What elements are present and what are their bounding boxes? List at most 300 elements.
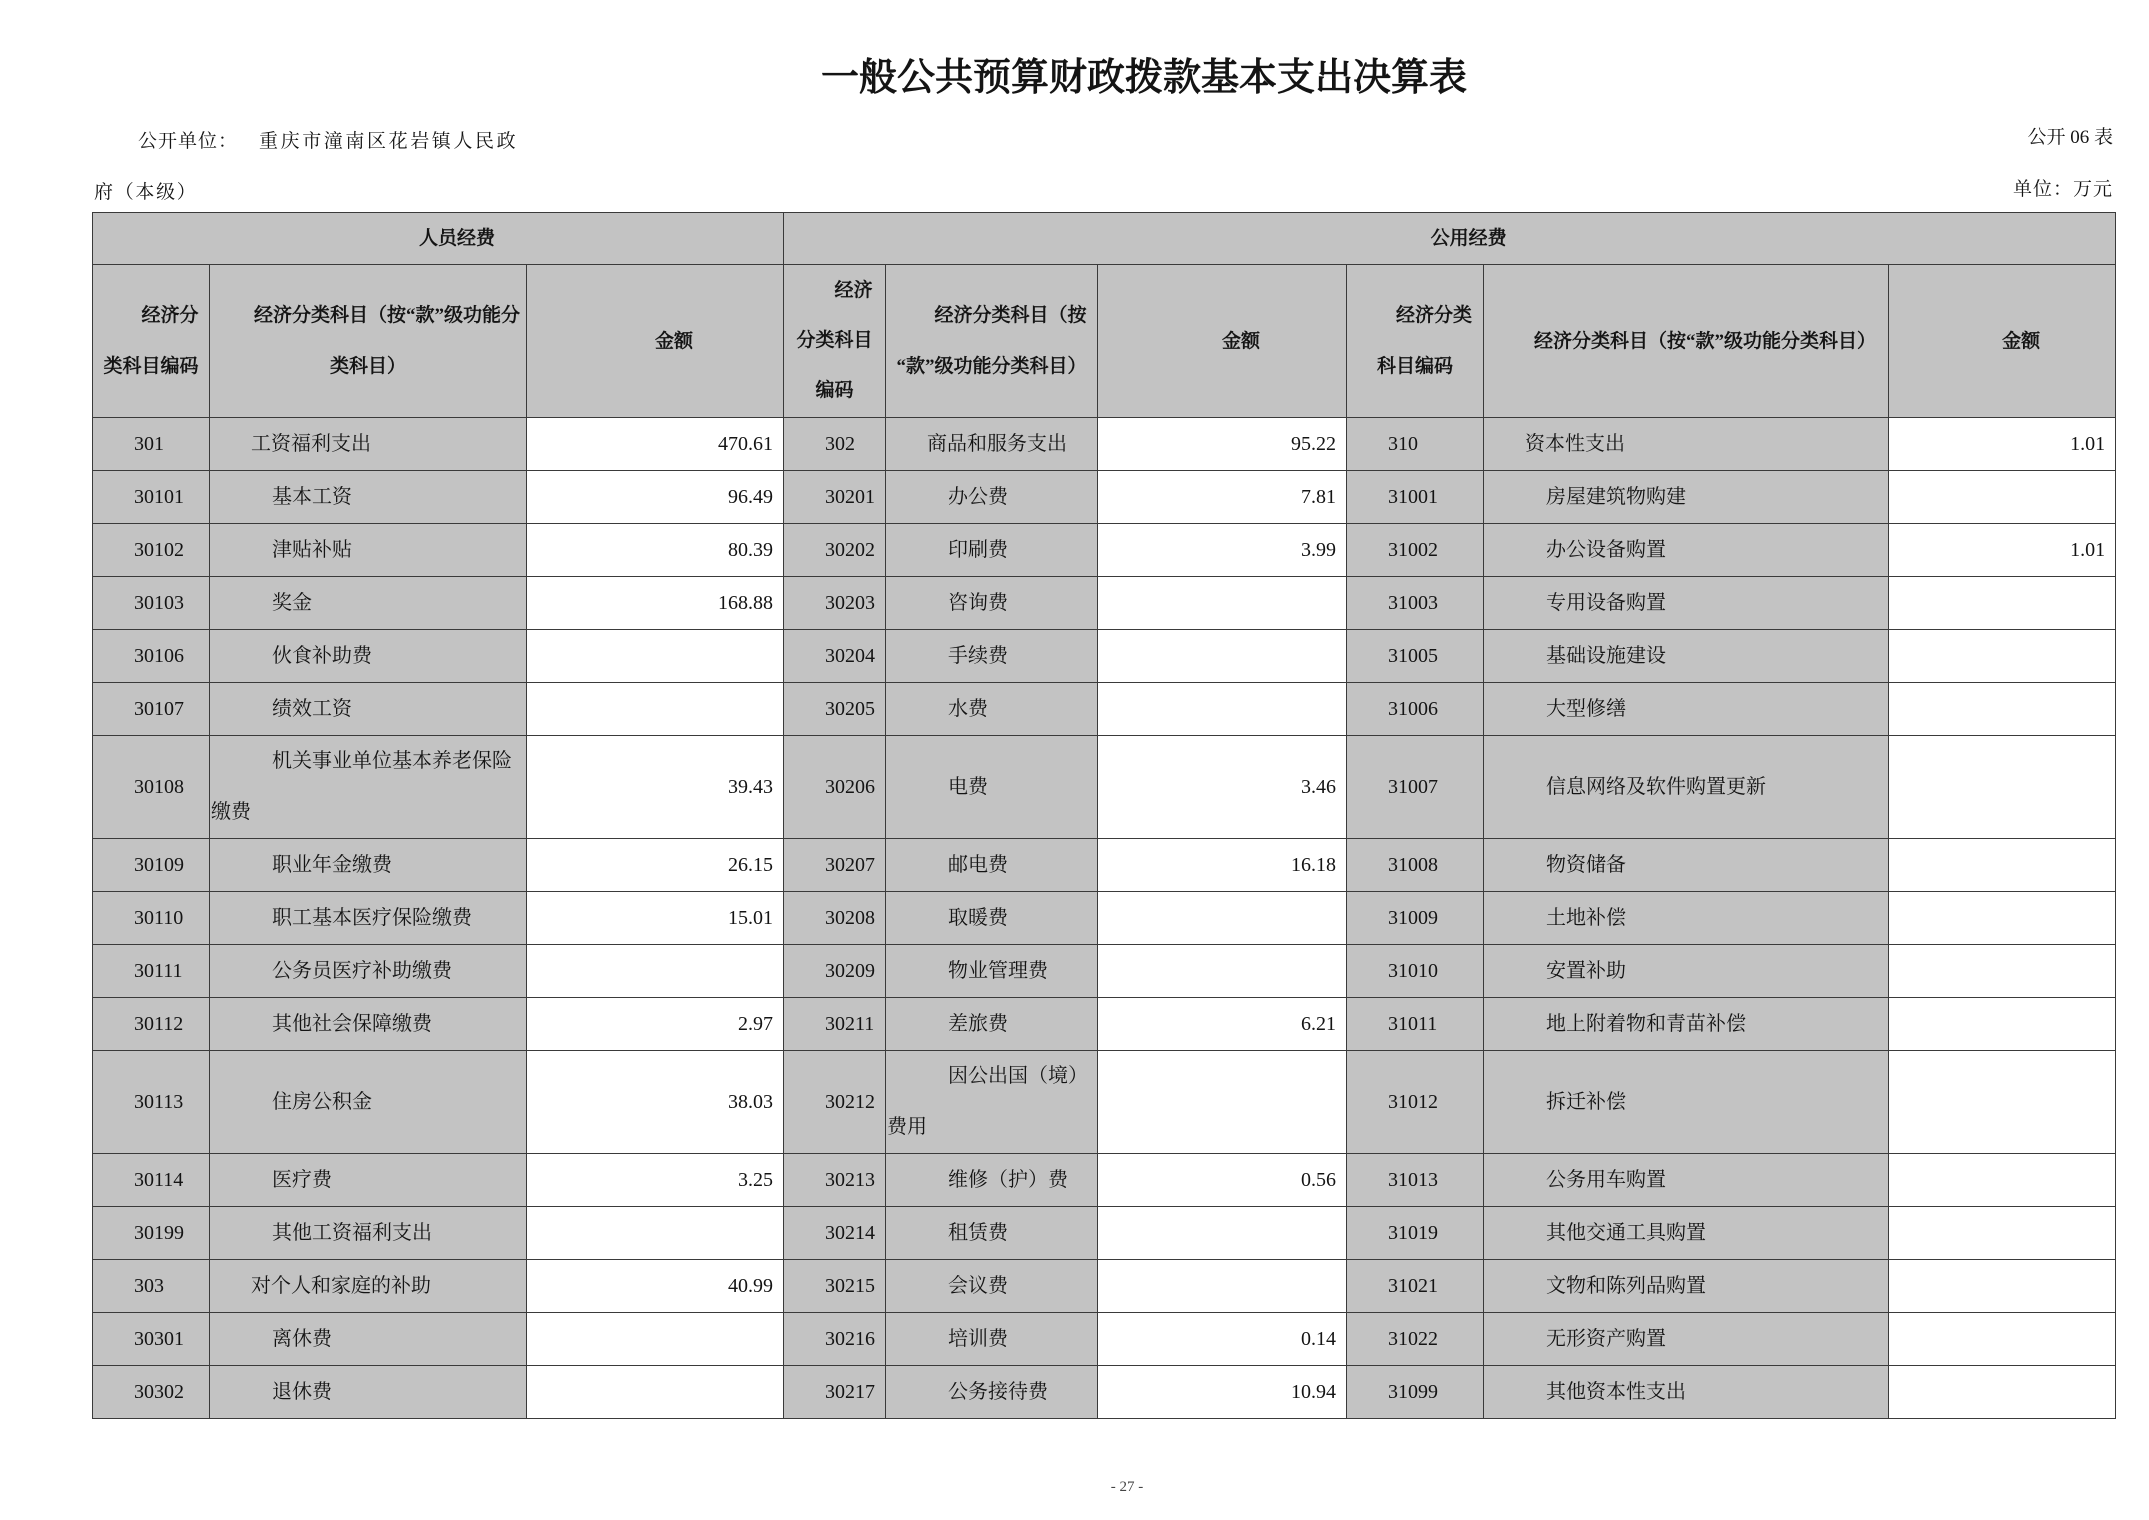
personnel-amount-cell: [527, 839, 784, 892]
public-b-code-cell: [1347, 683, 1484, 736]
public-a-code-cell: [784, 683, 886, 736]
personnel-name-cell: [210, 998, 527, 1051]
public-a-amount-cell: [1098, 892, 1347, 945]
personnel-amount-cell: [527, 683, 784, 736]
name-text: 其他工资福利支出: [272, 1221, 432, 1244]
public-a-name-cell: [886, 418, 1098, 471]
name-text: 绩效工资: [272, 697, 352, 720]
name-text: 无形资产购置: [1546, 1327, 1667, 1350]
personnel-code-cell: [93, 1207, 210, 1260]
name-text: 文物和陈列品购置: [1546, 1274, 1707, 1297]
name-text: 职工基本医疗保险缴费: [272, 906, 472, 929]
personnel-code-header: [93, 265, 210, 418]
header-line: 类科目）: [329, 356, 406, 377]
column-header-row: [93, 265, 2116, 418]
amount-text: 40.99: [728, 1274, 774, 1297]
name-text: 基础设施建设: [1546, 644, 1667, 667]
personnel-amount-cell: [527, 1260, 784, 1313]
name-text: 其他社会保障缴费: [272, 1012, 432, 1035]
personnel-amount-cell: [527, 418, 784, 471]
personnel-code-cell: [93, 736, 210, 839]
personnel-name-cell: [210, 1154, 527, 1207]
personnel-code-cell: [93, 945, 210, 998]
code-text: 30106: [134, 644, 184, 667]
personnel-code-cell: [93, 839, 210, 892]
name-text: 退休费: [272, 1380, 332, 1403]
name-text: 电费: [948, 775, 989, 798]
table-row: [93, 1260, 2116, 1313]
public-a-amount-cell: [1098, 998, 1347, 1051]
amount-text: 3.25: [738, 1168, 774, 1191]
amount-text: 15.01: [728, 906, 774, 929]
code-text: 31001: [1388, 485, 1439, 508]
public-b-name-cell: [1484, 736, 1889, 839]
name-text: 津贴补贴: [272, 538, 352, 561]
public-b-amount-cell: [1889, 1051, 2116, 1154]
name-text: 安置补助: [1546, 959, 1627, 982]
public-a-name-cell: [886, 1051, 1098, 1154]
code-text: 31002: [1388, 538, 1439, 561]
code-text: 30112: [134, 1012, 184, 1035]
personnel-code-cell: [93, 998, 210, 1051]
name-text: 大型修缮: [1546, 697, 1627, 720]
code-text: 30214: [825, 1221, 876, 1244]
table-row: [93, 1313, 2116, 1366]
code-text: 31008: [1388, 853, 1439, 876]
public-b-amount-cell: [1889, 892, 2116, 945]
public-b-code-cell: [1347, 1207, 1484, 1260]
code-text: 30215: [825, 1274, 876, 1297]
page-number: - 27 -: [1110, 1479, 1144, 1495]
personnel-name-cell: [210, 1366, 527, 1419]
page-title: 一般公共预算财政拨款基本支出决算表: [820, 57, 1467, 99]
public-section-label: 公用经费: [1430, 228, 1507, 249]
header-line: 科目编码: [1377, 356, 1454, 377]
code-text: 31019: [1388, 1221, 1439, 1244]
public-b-code-cell: [1347, 418, 1484, 471]
name-text: 拆迁补偿: [1546, 1090, 1627, 1113]
name-text: 公务员医疗补助缴费: [272, 959, 452, 982]
code-text: 30209: [825, 959, 876, 982]
code-text: 30206: [825, 775, 876, 798]
name-text: 租赁费: [948, 1221, 1009, 1244]
amount-text: 96.49: [728, 485, 774, 508]
personnel-name-cell: [210, 418, 527, 471]
public-b-name-cell: [1484, 839, 1889, 892]
code-text: 30213: [825, 1168, 876, 1191]
currency-unit: 单位：万元: [2012, 179, 2113, 200]
code-text: 30204: [825, 644, 876, 667]
code-text: 30201: [825, 485, 876, 508]
header-line: 金额: [2002, 330, 2041, 352]
table-row: [93, 1207, 2116, 1260]
public-a-name-cell: [886, 736, 1098, 839]
public-b-name-cell: [1484, 577, 1889, 630]
public-a-code-cell: [784, 736, 886, 839]
code-text: 30202: [825, 538, 876, 561]
code-text: 30199: [134, 1221, 184, 1244]
public-a-name-cell: [886, 892, 1098, 945]
name-text: 会议费: [948, 1274, 1009, 1297]
personnel-code-cell: [93, 630, 210, 683]
name-text: 水费: [948, 697, 989, 720]
public-a-name-cell: [886, 524, 1098, 577]
table-row: [93, 471, 2116, 524]
public-a-amount-cell: [1098, 418, 1347, 471]
public-b-amount-cell: [1889, 1260, 2116, 1313]
code-text: 31011: [1388, 1012, 1438, 1035]
code-text: 30107: [134, 697, 184, 720]
table-row: [93, 577, 2116, 630]
table-row: [93, 998, 2116, 1051]
name-text: 咨询费: [948, 591, 1009, 614]
public-b-name-cell: [1484, 998, 1889, 1051]
public-b-code-header: [1347, 265, 1484, 418]
code-text: 30111: [134, 959, 183, 982]
name-text: 对个人和家庭的补助: [251, 1274, 431, 1297]
public-b-amount-cell: [1889, 683, 2116, 736]
public-b-name-cell: [1484, 471, 1889, 524]
personnel-amount-cell: [527, 630, 784, 683]
amount-text: 16.18: [1291, 853, 1337, 876]
header-line: 经济分类科目（按: [934, 305, 1087, 326]
name-text: 职业年金缴费: [272, 853, 392, 876]
public-b-name-cell: [1484, 1260, 1889, 1313]
personnel-amount-cell: [527, 1313, 784, 1366]
amount-text: 1.01: [2070, 432, 2106, 455]
header-line: 分类科目: [796, 330, 873, 351]
public-b-code-cell: [1347, 945, 1484, 998]
personnel-name-cell: [210, 524, 527, 577]
code-text: 31021: [1388, 1274, 1439, 1297]
public-a-amount-cell: [1098, 1154, 1347, 1207]
code-text: 30103: [134, 591, 184, 614]
code-text: 31012: [1388, 1090, 1439, 1113]
code-text: 31003: [1388, 591, 1439, 614]
public-b-name-cell: [1484, 945, 1889, 998]
personnel-name-cell: [210, 892, 527, 945]
public-a-amount-cell: [1098, 736, 1347, 839]
header-line: 经济分类科目（按“款”级功能分: [253, 305, 520, 326]
public-a-code-cell: [784, 1051, 886, 1154]
public-b-name-cell: [1484, 1051, 1889, 1154]
public-b-amount-header: [1889, 265, 2116, 418]
public-b-code-cell: [1347, 577, 1484, 630]
public-a-name-header: [886, 265, 1098, 418]
public-a-code-cell: [784, 1207, 886, 1260]
name-text: 资本性支出: [1525, 432, 1626, 455]
public-b-code-cell: [1347, 892, 1484, 945]
name-text: 住房公积金: [272, 1090, 372, 1113]
code-text: 30205: [825, 697, 876, 720]
code-text: 303: [134, 1274, 164, 1297]
public-b-name-cell: [1484, 418, 1889, 471]
code-text: 30301: [134, 1327, 184, 1350]
public-a-amount-cell: [1098, 524, 1347, 577]
personnel-code-cell: [93, 1313, 210, 1366]
public-b-code-cell: [1347, 1154, 1484, 1207]
public-b-code-cell: [1347, 630, 1484, 683]
personnel-amount-cell: [527, 1154, 784, 1207]
public-a-amount-cell: [1098, 839, 1347, 892]
publishing-unit-name: 重庆市潼南区花岩镇人民政: [259, 131, 519, 152]
name-text: 因公出国（境）: [948, 1065, 1089, 1087]
name-text: 信息网络及软件购置更新: [1546, 775, 1767, 798]
name-text: 手续费: [948, 644, 1009, 667]
code-text: 31007: [1388, 775, 1439, 798]
code-text: 31099: [1388, 1380, 1439, 1403]
public-b-name-cell: [1484, 683, 1889, 736]
personnel-amount-cell: [527, 577, 784, 630]
name-text: 其他资本性支出: [1546, 1380, 1687, 1403]
code-text: 30208: [825, 906, 876, 929]
personnel-section-header: [93, 213, 784, 265]
table-row: [93, 418, 2116, 471]
amount-text: 38.03: [728, 1090, 774, 1113]
public-a-name-cell: [886, 683, 1098, 736]
public-a-amount-header: [1098, 265, 1347, 418]
personnel-amount-cell: [527, 524, 784, 577]
public-a-code-cell: [784, 945, 886, 998]
public-a-code-cell: [784, 471, 886, 524]
amount-text: 6.21: [1301, 1012, 1337, 1035]
amount-text: 26.15: [728, 853, 774, 876]
table-row: [93, 945, 2116, 998]
name-text: 培训费: [948, 1327, 1009, 1350]
publishing-unit-name-continued: 府（本级）: [94, 182, 198, 203]
personnel-amount-cell: [527, 1366, 784, 1419]
code-text: 31013: [1388, 1168, 1439, 1191]
public-a-amount-cell: [1098, 1313, 1347, 1366]
public-a-code-cell: [784, 577, 886, 630]
name-text: 物资储备: [1546, 853, 1627, 876]
personnel-code-cell: [93, 892, 210, 945]
code-text: 30203: [825, 591, 876, 614]
name-text: 办公费: [948, 485, 1009, 508]
code-text: 30217: [825, 1380, 876, 1403]
public-a-name-cell: [886, 1313, 1098, 1366]
table-number: 公开 06 表: [2027, 127, 2113, 148]
personnel-amount-cell: [527, 1051, 784, 1154]
code-text: 30211: [825, 1012, 875, 1035]
public-a-amount-cell: [1098, 471, 1347, 524]
name-text: 医疗费: [272, 1168, 332, 1191]
public-b-code-cell: [1347, 524, 1484, 577]
name-text: 维修（护）费: [948, 1168, 1069, 1191]
code-text: 31006: [1388, 697, 1439, 720]
public-b-amount-cell: [1889, 471, 2116, 524]
public-a-name-cell: [886, 839, 1098, 892]
table-row: [93, 1366, 2116, 1419]
personnel-amount-header: [527, 265, 784, 418]
code-text: 30212: [825, 1090, 876, 1113]
table-row: [93, 1051, 2116, 1154]
section-header-row: [93, 213, 2116, 265]
public-b-code-cell: [1347, 839, 1484, 892]
header-line: 金额: [655, 330, 694, 352]
personnel-code-cell: [93, 1260, 210, 1313]
amount-text: 95.22: [1291, 432, 1337, 455]
public-a-name-cell: [886, 471, 1098, 524]
public-b-amount-cell: [1889, 945, 2116, 998]
code-text: 30113: [134, 1090, 184, 1113]
public-a-name-cell: [886, 1207, 1098, 1260]
code-text: 302: [825, 432, 856, 455]
name-text: 伙食补助费: [272, 644, 372, 667]
code-text: 301: [134, 432, 164, 455]
table-row: [93, 524, 2116, 577]
public-a-amount-cell: [1098, 1260, 1347, 1313]
public-b-amount-cell: [1889, 418, 2116, 471]
code-text: 31005: [1388, 644, 1439, 667]
amount-text: 470.61: [718, 432, 774, 455]
header-line: 经济分类科目（按“款”级功能分类科目）: [1534, 330, 1877, 352]
personnel-name-cell: [210, 839, 527, 892]
name-text: 机关事业单位基本养老保险: [272, 750, 512, 772]
name-text: 地上附着物和青苗补偿: [1546, 1012, 1747, 1035]
name-text: 取暖费: [948, 906, 1009, 929]
personnel-code-cell: [93, 418, 210, 471]
public-b-name-cell: [1484, 1207, 1889, 1260]
table-header: [93, 213, 2116, 418]
public-b-code-cell: [1347, 998, 1484, 1051]
personnel-name-header: [210, 265, 527, 418]
public-a-name-cell: [886, 630, 1098, 683]
public-a-amount-cell: [1098, 577, 1347, 630]
table-body: [93, 418, 2116, 1419]
public-a-code-cell: [784, 524, 886, 577]
code-text: 31009: [1388, 906, 1439, 929]
code-text: 30216: [825, 1327, 876, 1350]
public-a-amount-cell: [1098, 1207, 1347, 1260]
name-text: 邮电费: [948, 853, 1009, 876]
public-b-name-cell: [1484, 892, 1889, 945]
code-text: 30114: [134, 1168, 184, 1191]
public-a-code-cell: [784, 839, 886, 892]
public-b-amount-cell: [1889, 839, 2116, 892]
personnel-code-cell: [93, 1366, 210, 1419]
public-b-name-cell: [1484, 1313, 1889, 1366]
public-a-amount-cell: [1098, 945, 1347, 998]
public-a-amount-cell: [1098, 630, 1347, 683]
header-line: 编码: [815, 380, 854, 401]
table-row: [93, 683, 2116, 736]
amount-text: 2.97: [738, 1012, 774, 1035]
public-a-amount-cell: [1098, 1366, 1347, 1419]
name-text: 商品和服务支出: [927, 432, 1068, 455]
public-b-name-cell: [1484, 524, 1889, 577]
personnel-name-cell: [210, 1260, 527, 1313]
amount-text: 0.56: [1301, 1168, 1337, 1191]
header-line: 类科目编码: [103, 356, 199, 377]
personnel-amount-cell: [527, 892, 784, 945]
table-row: [93, 892, 2116, 945]
name-text: 土地补偿: [1546, 906, 1627, 929]
public-a-name-cell: [886, 998, 1098, 1051]
code-text: 30108: [134, 775, 184, 798]
amount-text: 7.81: [1301, 485, 1337, 508]
public-b-code-cell: [1347, 471, 1484, 524]
personnel-amount-cell: [527, 998, 784, 1051]
public-a-name-cell: [886, 577, 1098, 630]
public-b-amount-cell: [1889, 577, 2116, 630]
publishing-unit-label: 公开单位：: [138, 131, 239, 152]
name-text: 公务接待费: [948, 1380, 1049, 1403]
code-text: 30102: [134, 538, 184, 561]
public-b-name-header: [1484, 265, 1889, 418]
public-a-amount-cell: [1098, 1051, 1347, 1154]
table-row: [93, 839, 2116, 892]
public-a-code-cell: [784, 1313, 886, 1366]
table-row: [93, 1154, 2116, 1207]
public-b-amount-cell: [1889, 1207, 2116, 1260]
code-text: 30207: [825, 853, 876, 876]
code-text: 30302: [134, 1380, 184, 1403]
code-text: 30109: [134, 853, 184, 876]
public-b-amount-cell: [1889, 630, 2116, 683]
name-text: 奖金: [272, 591, 312, 614]
name-text: 差旅费: [948, 1012, 1009, 1035]
amount-text: 3.46: [1301, 775, 1337, 798]
personnel-amount-cell: [527, 471, 784, 524]
public-section-header: [784, 213, 2116, 265]
personnel-section-label: 人员经费: [419, 228, 496, 249]
amount-text: 168.88: [718, 591, 774, 614]
code-text: 31022: [1388, 1327, 1439, 1350]
public-b-amount-cell: [1889, 736, 2116, 839]
public-b-code-cell: [1347, 736, 1484, 839]
public-a-name-cell: [886, 1366, 1098, 1419]
personnel-amount-cell: [527, 945, 784, 998]
table-row: [93, 630, 2116, 683]
amount-text: 10.94: [1291, 1380, 1337, 1403]
public-b-amount-cell: [1889, 1154, 2116, 1207]
personnel-name-cell: [210, 736, 527, 839]
header-line: 经济: [834, 280, 873, 301]
public-a-code-cell: [784, 1366, 886, 1419]
code-text: 30110: [134, 906, 184, 929]
public-a-name-cell: [886, 1260, 1098, 1313]
public-a-code-header: [784, 265, 886, 418]
personnel-code-cell: [93, 471, 210, 524]
header-line: 经济分: [141, 305, 199, 326]
name-text: 基本工资: [272, 485, 352, 508]
public-b-name-cell: [1484, 630, 1889, 683]
public-a-code-cell: [784, 1154, 886, 1207]
public-b-amount-cell: [1889, 524, 2116, 577]
name-text: 其他交通工具购置: [1546, 1221, 1707, 1244]
personnel-name-cell: [210, 683, 527, 736]
personnel-name-cell: [210, 630, 527, 683]
personnel-name-cell: [210, 1207, 527, 1260]
name-text: 房屋建筑物购建: [1546, 485, 1687, 508]
personnel-name-cell: [210, 1313, 527, 1366]
public-a-amount-cell: [1098, 683, 1347, 736]
name-text: 费用: [887, 1116, 928, 1138]
code-text: 30101: [134, 485, 184, 508]
code-text: 310: [1388, 432, 1419, 455]
public-a-code-cell: [784, 1260, 886, 1313]
header-line: 金额: [1222, 330, 1261, 352]
public-b-name-cell: [1484, 1366, 1889, 1419]
header-line: 经济分类: [1396, 305, 1473, 326]
public-b-code-cell: [1347, 1366, 1484, 1419]
personnel-amount-cell: [527, 736, 784, 839]
public-b-code-cell: [1347, 1313, 1484, 1366]
public-b-amount-cell: [1889, 998, 2116, 1051]
public-a-code-cell: [784, 630, 886, 683]
personnel-name-cell: [210, 1051, 527, 1154]
